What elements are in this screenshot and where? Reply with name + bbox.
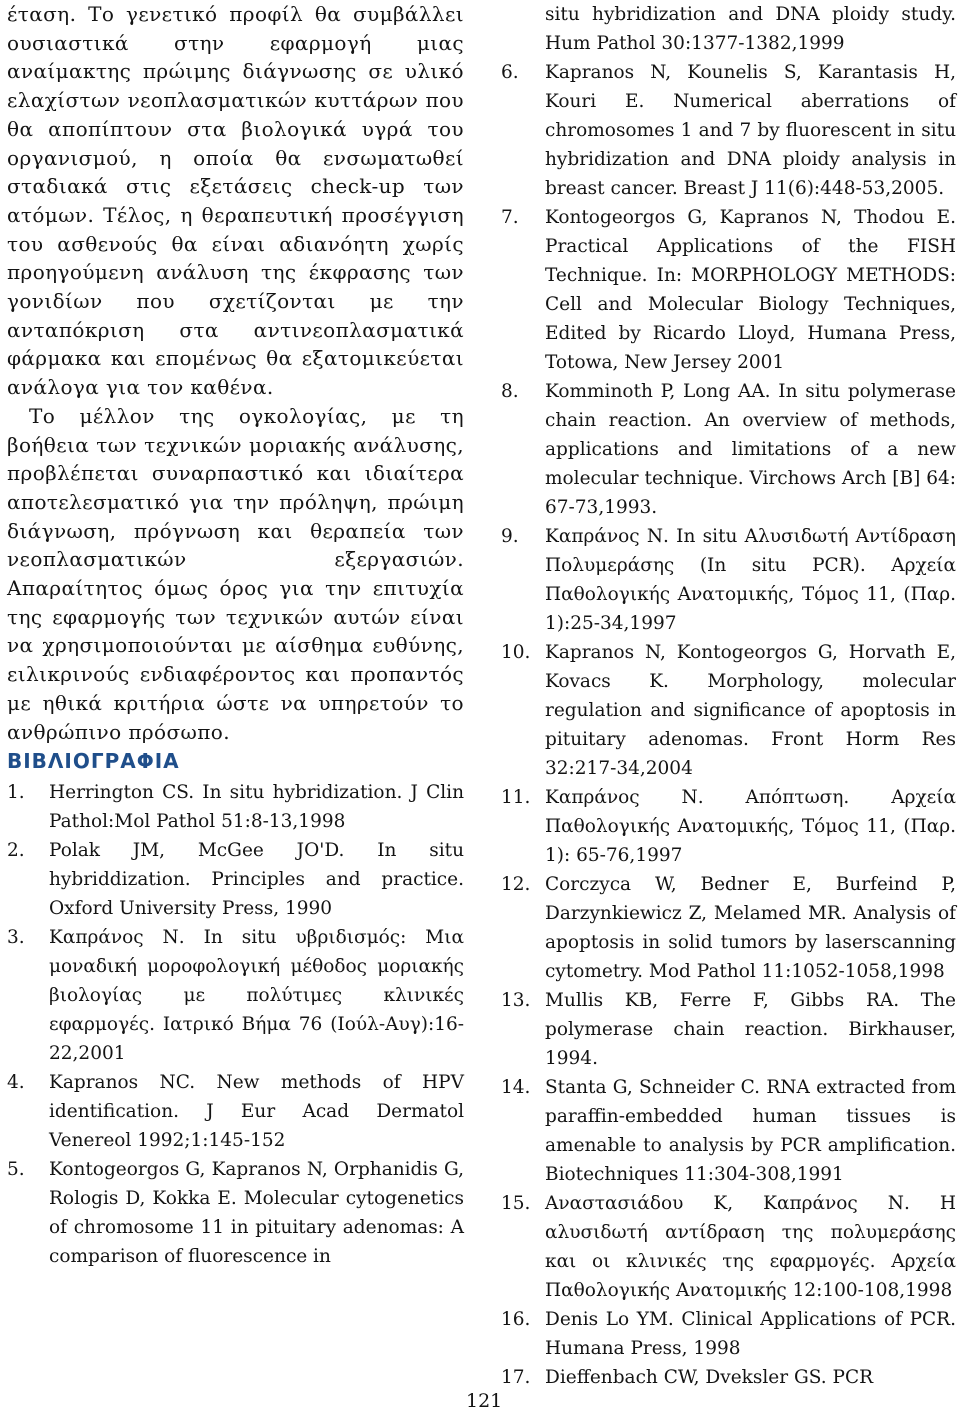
- reference-number: 8.: [501, 381, 519, 402]
- reference-number: 2.: [7, 840, 25, 862]
- reference-item: [7, 1155, 464, 1271]
- reference-text: Stanta G, Schneider C. RNA extracted from paraffin-embedded human tissues is amenable to analysis by PCR amplification. Biotechniques 11:304-308,1991: [545, 1077, 956, 1185]
- right-column: [501, 0, 956, 1392]
- reference-number: 7.: [501, 207, 519, 228]
- reference-number: 13.: [501, 990, 531, 1011]
- reference-number: 5.: [7, 1159, 25, 1181]
- reference-item: [501, 377, 956, 522]
- bibliography-heading: ΒΙΒΛΙΟΓΡΑΦΙΑ: [7, 749, 180, 774]
- reference-item: [501, 522, 956, 638]
- reference-item: [7, 923, 464, 1068]
- reference-text: Corczyca W, Bedner E, Burfeind P, Darzynkiewicz Z, Melamed MR. Analysis of apoptosis in solid tumors by laserscanning cytometry. Mod Pathol 11:1052-1058,1998: [545, 874, 956, 982]
- reference-item: [501, 1363, 956, 1392]
- reference-text: Αναστασιάδου Κ, Καπράνος Ν. Η αλυσιδωτή αντίδραση της πολυμεράσης και οι κλινικές της εφαρμογές. Αρχεία Παθολογικής Ανατομικής 12:100-108,1998: [545, 1193, 956, 1301]
- reference-text: Καπράνος Ν. Απόπτωση. Αρχεία Παθολογικής Ανατομικής, Τόμος 11, (Παρ. 1): 65-76,1997: [545, 787, 956, 866]
- reference-item: [501, 870, 956, 986]
- reference-text: Polak JM, McGee JO'D. In situ hybriddization. Principles and practice. Oxford University Press, 1990: [49, 840, 464, 920]
- reference-text: Kapranos N, Kounelis S, Karantasis H, Kouri E. Numerical aberrations of chromosomes 1 and 7 by fluorescent in situ hybridization and DNA ploidy analysis in breast cancer. Breast J 11(6):448-53,2005.: [545, 62, 956, 199]
- reference-continuation: [501, 0, 956, 58]
- reference-number: 15.: [501, 1193, 531, 1214]
- left-column: [7, 0, 464, 1271]
- reference-item: [501, 1073, 956, 1189]
- body-paragraph: Το μέλλον της ογκολογίας, με τη βοήθεια των τεχνικών μοριακής ανάλυσης, προβλέπεται συναρπαστικό και ιδιαίτερα αποτελεσματικό για την πρόληψη, πρώιμη διάγνωση, πρόγνωση και θεραπεία των νεοπλασματικών εξεργασιών. Απαραίτητος όμως όρος για την επιτυχία της εφαρμογής των τεχνικών αυτών είναι να χρησιμοποιούνται με αίσθημα ευθύνης, ειλικρινούς ενδιαφέροντος και προπαντός με ηθικά κριτήρια ώστε να υπηρετούν το ανθρώπινο πρόσωπο.: [7, 403, 464, 744]
- reference-number: 4.: [7, 1072, 25, 1094]
- reference-text: Καπράνος Ν. In situ Αλυσιδωτή Αντίδραση Πολυμεράσης (In situ PCR). Αρχεία Παθολογικής Ανατομικής, Τόμος 11, (Παρ. 1):25-34,1997: [545, 526, 956, 634]
- reference-number: 9.: [501, 526, 519, 547]
- reference-item: [501, 203, 956, 377]
- reference-item: [501, 1305, 956, 1363]
- reference-item: [501, 783, 956, 870]
- reference-number: 3.: [7, 927, 25, 949]
- reference-list: [501, 58, 956, 1392]
- reference-text: Kapranos NC. New methods of HPV identification. J Eur Acad Dermatol Venereol 1992;1:145-152: [49, 1072, 464, 1152]
- page-number: 121: [466, 1390, 503, 1412]
- reference-list: [7, 778, 464, 1271]
- reference-item: [501, 638, 956, 783]
- reference-text: Denis Lo YM. Clinical Applications of PCR. Humana Press, 1998: [545, 1309, 956, 1359]
- reference-number: 16.: [501, 1309, 531, 1330]
- reference-number: 11.: [501, 787, 531, 808]
- reference-item: [7, 836, 464, 923]
- reference-number: 17.: [501, 1367, 531, 1388]
- reference-item: [501, 1189, 956, 1305]
- reference-text: Dieffenbach CW, Dveksler GS. PCR: [545, 1367, 874, 1388]
- reference-number: 1.: [7, 782, 25, 804]
- reference-item: [7, 1068, 464, 1155]
- reference-number: 14.: [501, 1077, 531, 1098]
- reference-text: situ hybridization and DNA ploidy study. Hum Pathol 30:1377-1382,1999: [545, 4, 956, 54]
- reference-item: [501, 986, 956, 1073]
- reference-text: Herrington CS. In situ hybridization. J Clin Pathol:Mol Pathol 51:8-13,1998: [49, 782, 464, 833]
- reference-text: Kapranos N, Kontogeorgos G, Horvath E, Kovacs K. Morphology, molecular regulation and significance of apoptosis in pituitary adenomas. Front Horm Res 32:217-34,2004: [545, 642, 956, 779]
- reference-text: Kontogeorgos G, Kapranos N, Thodou E. Practical Applications of the FISH Technique. In: MORPHOLOGY METHODS: Cell and Molecular Biology Techniques, Edited by Ricardo Lloyd, Humana Press, Totowa, New Jersey 2001: [545, 207, 956, 373]
- reference-text: Καπράνος Ν. In situ υβριδισμός: Μια μοναδική μοροφολογική μέθοδος μοριακής βιολογίας με πολύτιμες κλινικές εφαρμογές. Ιατρικό Βήμα 76 (Ιούλ-Αυγ):16-22,2001: [49, 927, 464, 1065]
- reference-text: Kontogeorgos G, Kapranos N, Orphanidis G, Rologis D, Kokka E. Molecular cytogenetics of chromosome 11 in pituitary adenomas: A comparison of fluorescence in: [49, 1159, 464, 1268]
- reference-text: Komminoth P, Long AA. In situ polymerase chain reaction. An overview of methods, applications and limitations of a new molecular technique. Virchows Arch [B] 64: 67-73,1993.: [545, 381, 956, 518]
- body-paragraph: έταση. Το γενετικό προφίλ θα συμβάλλει ουσιαστικά στην εφαρμογή μιας αναίμακτης πρώιμης διάγνωσης σε υλικό ελαχίστων νεοπλασματικών κυττάρων που θα αποπίπτουν στα βιολογικά υγρά του οργανισμού, η οποία θα ενσωματωθεί σταδιακά στις εξετάσεις check-up των ατόμων. Τέλος, η θεραπευτική προσέγγιση του ασθενούς θα είναι αδιανόητη χωρίς προηγούμενη ανάλυση της έκφρασης των γονιδίων που σχετίζονται με την ανταπόκριση στα αντινεοπλασματικά φάρμακα και επομένως θα εξατομικεύεται ανάλογα για τον καθένα.: [7, 2, 464, 400]
- reference-item: [501, 58, 956, 203]
- reference-number: 12.: [501, 874, 531, 895]
- reference-number: 6.: [501, 62, 519, 83]
- reference-item: [7, 778, 464, 836]
- reference-text: Mullis KB, Ferre F, Gibbs RA. The polymerase chain reaction. Birkhauser, 1994.: [545, 990, 956, 1069]
- reference-number: 10.: [501, 642, 531, 663]
